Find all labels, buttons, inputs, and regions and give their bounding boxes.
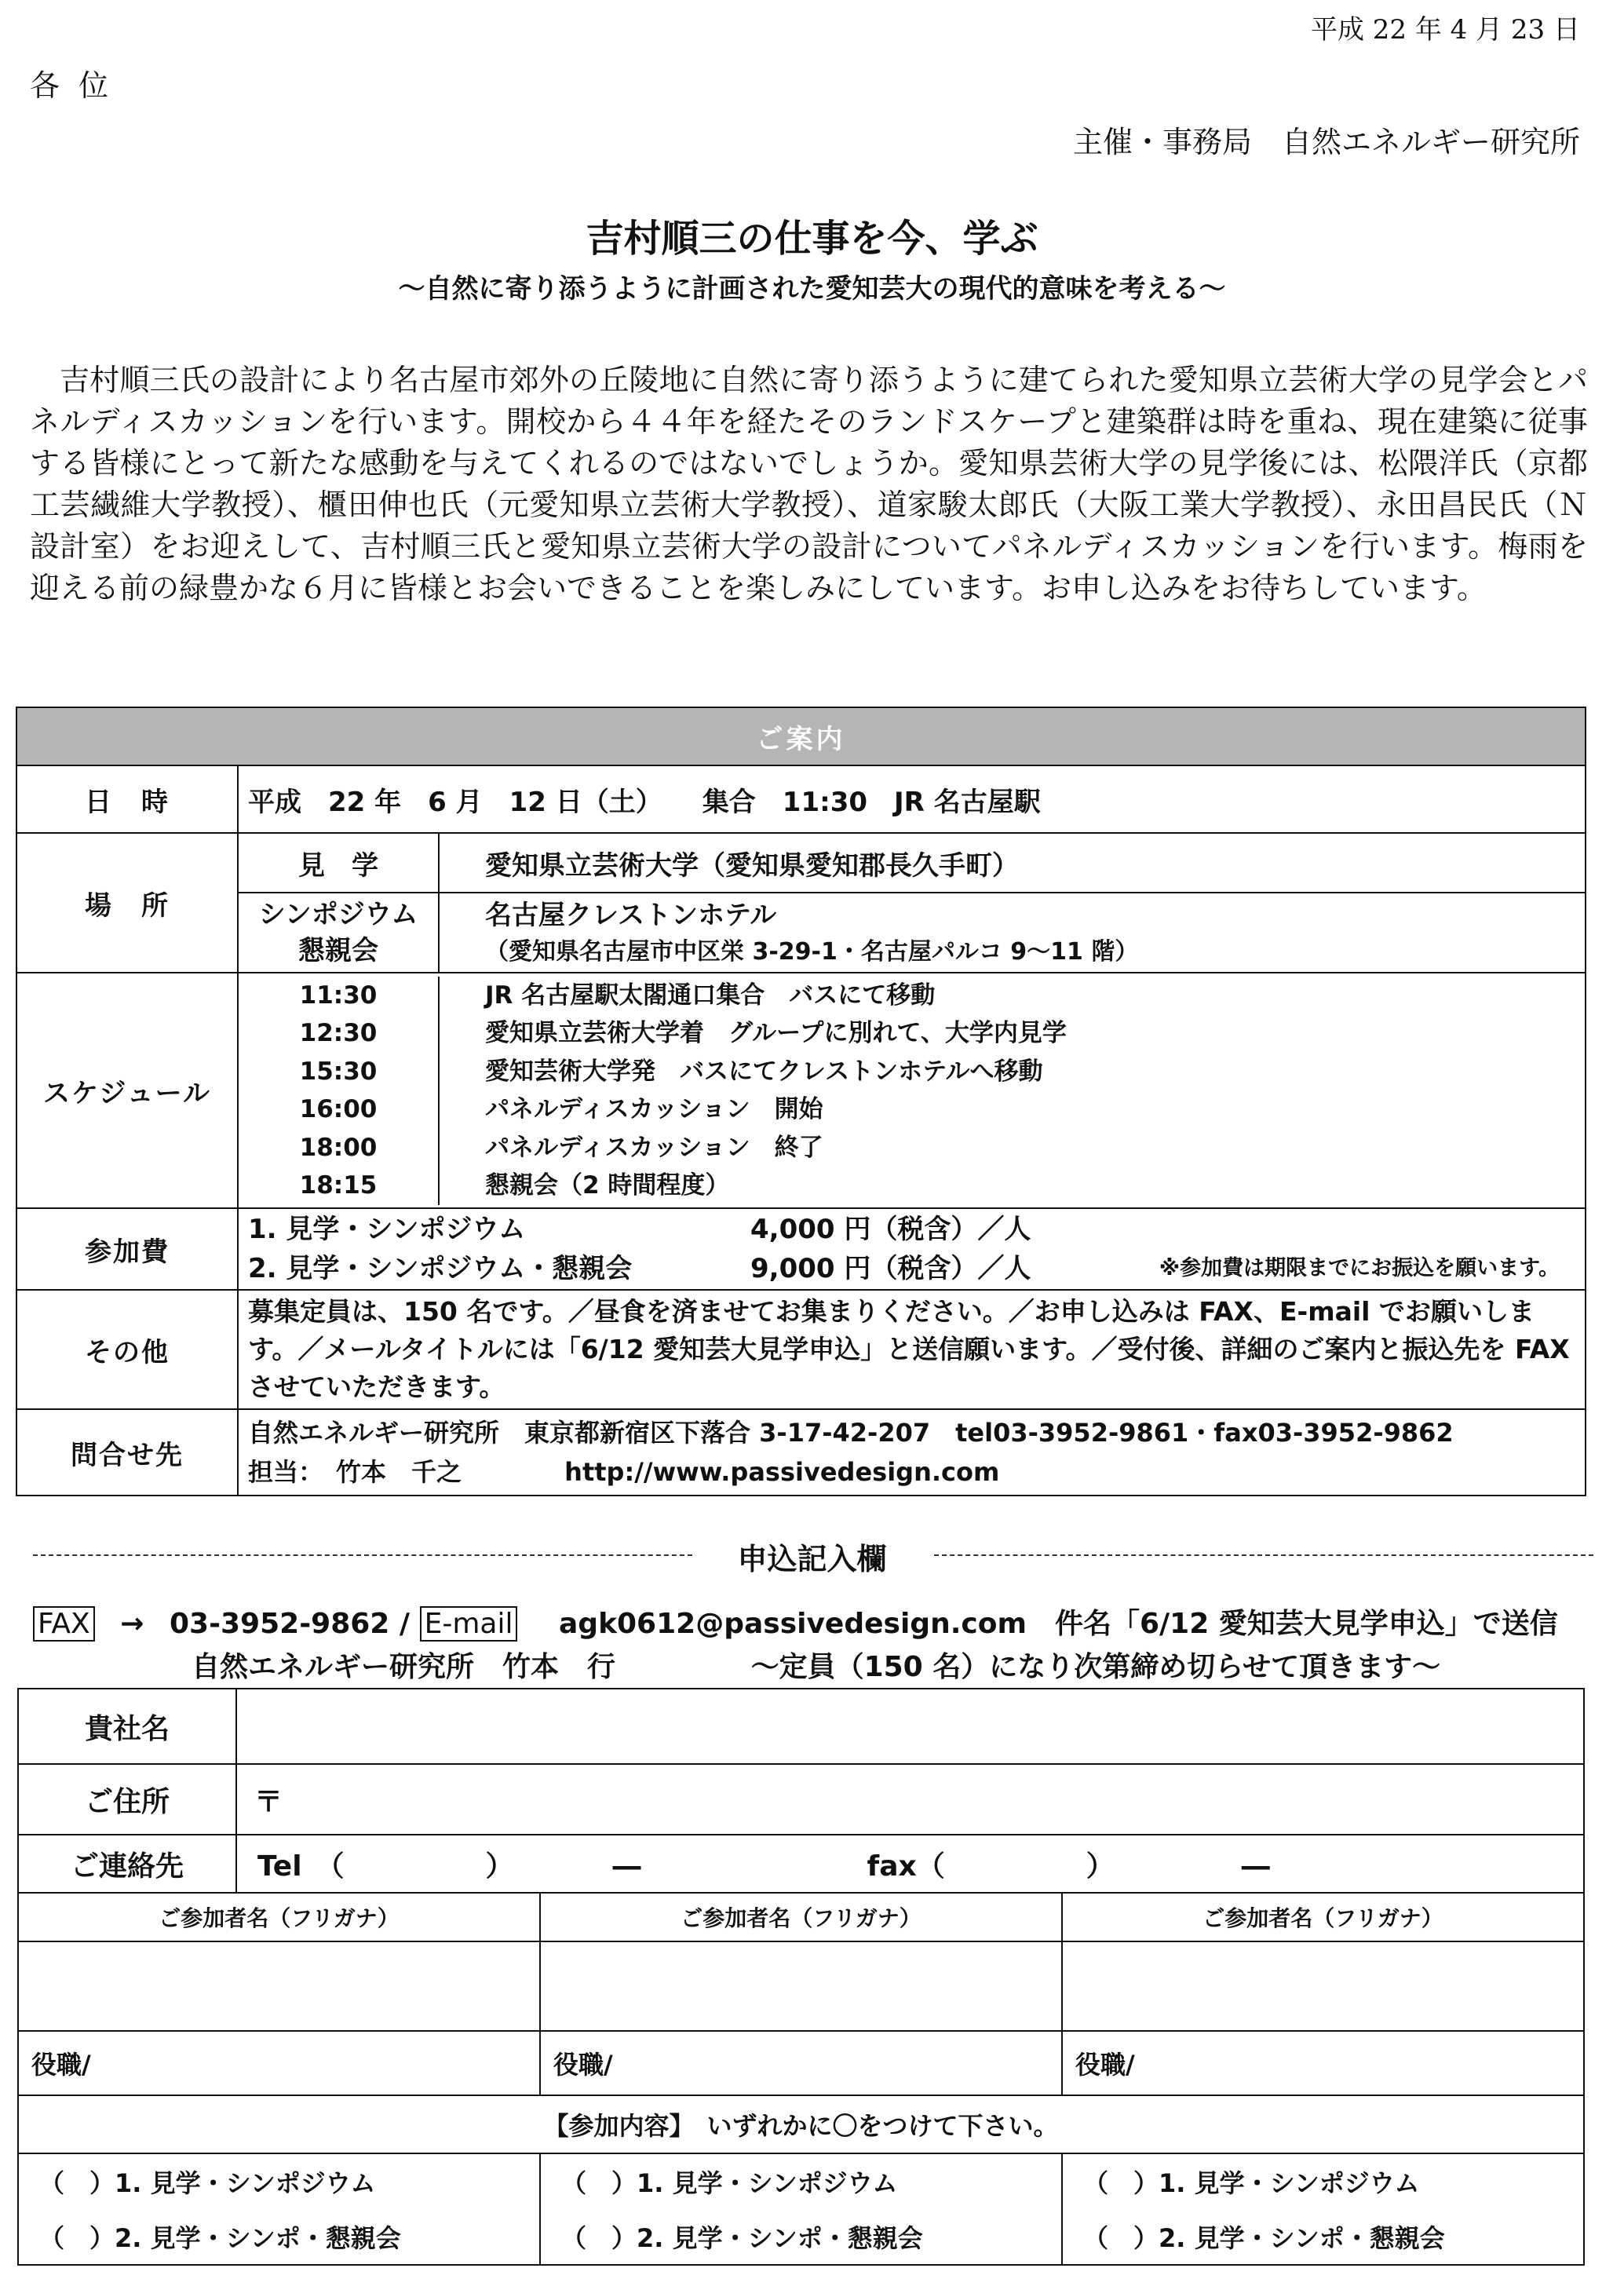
participant-name-field[interactable] (1063, 1942, 1583, 2032)
schedule-activity: JR 名古屋駅太閤通口集合 バスにて移動 (485, 981, 936, 1010)
datetime-label: 日 時 (16, 765, 238, 833)
application-form (17, 1688, 1585, 2266)
schedule-cell (238, 973, 1586, 1208)
symposium-label-line2: 懇親会 (298, 935, 378, 966)
option-2[interactable]: （ ）2. 見学・シンポ・懇親会 (561, 2223, 923, 2253)
participant-column (19, 1894, 541, 2095)
datetime-value: 平成 22 年 6 月 12 日（土） 集合 11:30 JR 名古屋駅 (238, 765, 1586, 833)
schedule-time: 15:30 (299, 1057, 378, 1086)
place-label: 場 所 (16, 833, 238, 973)
participant-name-label: ご参加者名（フリガナ） (541, 1894, 1061, 1942)
tour-label: 見 学 (238, 833, 439, 893)
submission-line (33, 1602, 1558, 1642)
participant-role-field[interactable]: 役職/ (1075, 2050, 1135, 2080)
schedule-label: スケジュール (16, 973, 238, 1208)
arrow-icon: → (120, 1608, 144, 1640)
other-label: その他 (16, 1290, 238, 1409)
option-1[interactable]: （ ）1. 見学・シンポジウム (39, 2168, 376, 2198)
company-label: 貴社名 (19, 1689, 237, 1763)
email-label: E-mail (420, 1606, 518, 1642)
schedule-time: 18:15 (299, 1171, 378, 1200)
capacity-note: ～定員（150 名）になり次第締め切らせて頂きます～ (750, 1651, 1441, 1683)
fee-option-1: 1. 見学・シンポジウム (248, 1214, 526, 1245)
contact-label: 問合せ先 (16, 1409, 238, 1496)
address-field[interactable] (237, 1765, 1583, 1834)
participant-column (1063, 1894, 1583, 2095)
organizer: 主催・事務局 自然エネルギー研究所 (1072, 125, 1580, 159)
fee-cell (238, 1208, 1586, 1290)
phone-row (19, 1835, 1583, 1894)
document-title: 吉村順三の仕事を今、学ぶ (586, 217, 1038, 261)
symposium-address: （愛知県名古屋市中区栄 3-29-1・名古屋パルコ 9～11 階） (485, 938, 1139, 966)
participant-name-label: ご参加者名（フリガナ） (19, 1894, 539, 1942)
symposium-venue: 名古屋クレストンホテル (485, 900, 777, 931)
contact-cell (238, 1409, 1586, 1496)
info-table (16, 707, 1586, 1496)
schedule-activities (440, 977, 1067, 1205)
participation-note: 【参加内容】 いずれかに〇をつけて下さい。 (19, 2095, 1583, 2154)
participant-name-field[interactable] (541, 1942, 1061, 2032)
fee-price-2: 9,000 円（税含）／人 (750, 1253, 1031, 1284)
schedule-activity: 愛知芸術大学発 バスにてクレストンホテルへ移動 (485, 1057, 1043, 1086)
form-heading: 申込記入欄 (737, 1542, 887, 1576)
contact-url[interactable]: http://www.passivedesign.com (564, 1457, 1000, 1487)
schedule-time: 12:30 (299, 1019, 378, 1047)
document-subtitle: ～自然に寄り添うように計画された愛知芸大の現代的意味を考える～ (398, 273, 1226, 305)
participant-role-field[interactable]: 役職/ (553, 2050, 613, 2080)
option-column (541, 2154, 1063, 2264)
intro-paragraph: 吉村順三氏の設計により名古屋市郊外の丘陵地に自然に寄り添うように建てられた愛知県立芸術大学の見学会とパネルディスカッションを行います。開校から４４年を経たそのランドスケープと建築群は時を重ね、現在建築に従事する皆様にとって新たな感動を与えてくれるのではないでしょうか。愛知県芸術大学の見学後には、松隈洋氏（京都工芸繊維大学教授）、櫃田伸也氏（元愛知県立芸術大学教授）、道家駿太郎氏（大阪工業大学教授）、永田昌民氏（Ｎ設計室）をお迎えして、吉村順三氏と愛知県立芸術大学の設計についてパネルディスカッションを行います。梅雨を迎える前の緑豊かな６月に皆様とお会いできることを楽しみにしています。お申し込みをお待ちしています。 (30, 363, 1588, 605)
schedule-times (239, 977, 440, 1205)
company-row (19, 1689, 1583, 1765)
symposium-label-line1: シンポジウム (258, 899, 418, 930)
company-field[interactable] (237, 1689, 1583, 1763)
document-date: 平成 22 年 4 月 23 日 (1310, 14, 1580, 46)
contact-line1: 自然エネルギー研究所 東京都新宿区下落合 3-17-42-207 tel03-3952-9861・fax03-3952-9862 (248, 1418, 1454, 1448)
option-2[interactable]: （ ）2. 見学・シンポ・懇親会 (1083, 2223, 1445, 2253)
option-column (19, 2154, 541, 2264)
options-grid (19, 2154, 1583, 2264)
fax-label: FAX (33, 1606, 95, 1642)
participant-name-label: ご参加者名（フリガナ） (1063, 1894, 1583, 1942)
info-table-header: ご案内 (16, 707, 1586, 765)
option-1[interactable]: （ ）1. 見学・シンポジウム (1083, 2168, 1420, 2198)
schedule-activity: パネルディスカッション 開始 (485, 1095, 823, 1123)
schedule-activity: 懇親会（2 時間程度） (485, 1171, 730, 1200)
fee-price-1: 4,000 円（税含）／人 (750, 1214, 1031, 1245)
fee-line-2 (248, 1249, 1575, 1288)
tour-value: 愛知県立芸術大学（愛知県愛知郡長久手町） (439, 833, 1586, 893)
email-text: agk0612@passivedesign.com 件名「6/12 愛知芸大見学申込」で送信 (559, 1608, 1558, 1640)
contact-person: 担当： 竹本 千之 (248, 1457, 462, 1487)
fee-line-1 (248, 1210, 1575, 1249)
schedule-time: 18:00 (299, 1133, 378, 1162)
participant-role-field[interactable]: 役職/ (31, 2050, 91, 2080)
form-to: 自然エネルギー研究所 竹本 行 (192, 1651, 616, 1683)
phone-label: ご連絡先 (19, 1835, 237, 1892)
postal-mark: 〒 (254, 1785, 283, 1818)
participant-name-field[interactable] (19, 1942, 539, 2032)
fax-number: 03-3952-9862 / (169, 1608, 411, 1640)
contact-line2 (248, 1452, 1575, 1492)
fee-note: ※参加費は期限までにお振込を願います。 (1159, 1256, 1560, 1280)
schedule-time: 16:00 (299, 1095, 378, 1123)
participants-grid (19, 1894, 1583, 2095)
option-column (1063, 2154, 1583, 2264)
schedule-list (248, 977, 1575, 1205)
fee-option-2: 2. 見学・シンポジウム・懇親会 (248, 1253, 633, 1284)
schedule-activity: 愛知県立芸術大学着 グループに別れて、大学内見学 (485, 1019, 1067, 1047)
fee-label: 参加費 (16, 1208, 238, 1290)
participant-column (541, 1894, 1063, 2095)
address-label: ご住所 (19, 1765, 237, 1834)
other-value: 募集定員は、150 名です。／昼食を済ませてお集まりください。／お申し込みは FAX、E-mail でお願いします。／メールタイトルには「6/12 愛知芸大見学申込」と送信願います。／受付後、詳細のご案内と振込先を FAX させていただきます。 (238, 1290, 1586, 1409)
address-row (19, 1765, 1583, 1835)
phone-field[interactable]: Tel （ ） ― fax（ ） ― (257, 1850, 1270, 1883)
symposium-value (439, 893, 1586, 973)
option-2[interactable]: （ ）2. 見学・シンポ・懇親会 (39, 2223, 401, 2253)
schedule-time: 11:30 (299, 981, 378, 1010)
addressee: 各位 (30, 68, 128, 103)
option-1[interactable]: （ ）1. 見学・シンポジウム (561, 2168, 898, 2198)
addressee-line (192, 1645, 1440, 1685)
schedule-activity: パネルディスカッション 終了 (485, 1133, 823, 1162)
form-divider-right (934, 1554, 1593, 1556)
symposium-label (238, 893, 439, 973)
